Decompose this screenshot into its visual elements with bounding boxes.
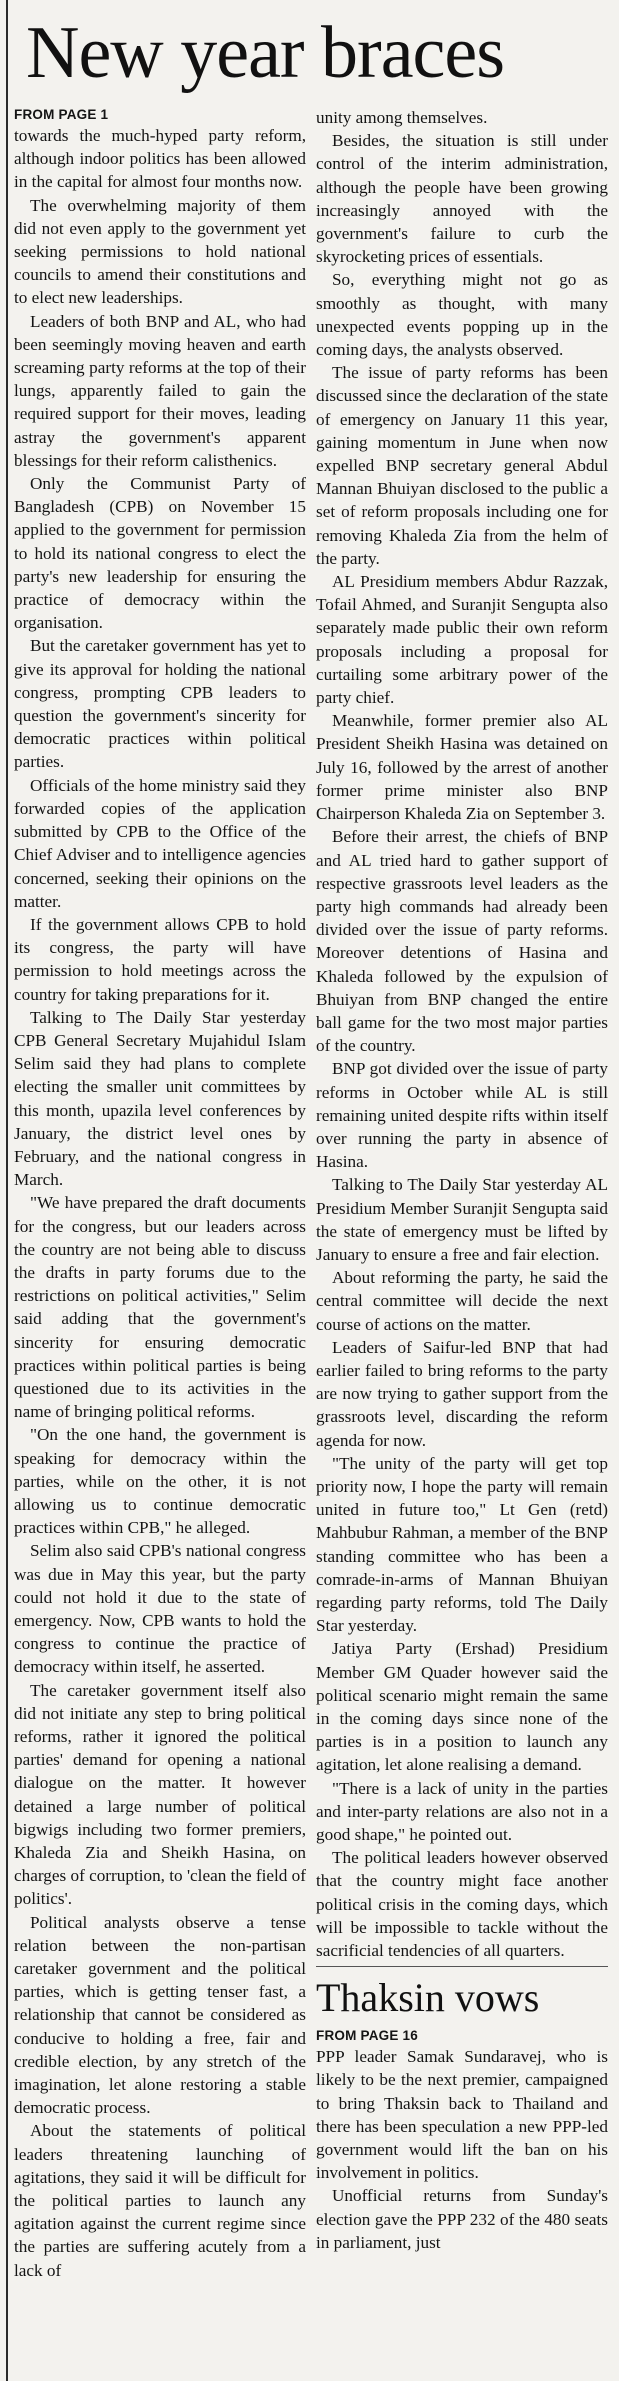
article-headline-thaksin: Thaksin vows xyxy=(316,1975,540,2021)
paragraph: About the statements of political leaders threatening launching of agitations, they said it will be difficult for the political parties to launch any agitation against the current regime since the parties are suffering acutely from a lack of xyxy=(14,2121,306,2280)
paragraph: So, everything might not go as smoothly as thought, with many unexpected events popping up in the coming days, the analysts observed. xyxy=(316,270,608,360)
paragraph: Officials of the home ministry said they forwarded copies of the application submitted by CPB to the Office of the Chief Adviser and to intelligence agencies concerned, seeking their opinions on the matter. xyxy=(14,775,306,911)
paragraph: "There is a lack of unity in the parties and inter-party relations are also not in a good shape," he pointed out. xyxy=(316,1778,608,1845)
paragraph: Political analysts observe a tense relation between the non-partisan caretaker government and the political parties, which is getting tenser fast, a relationship that cannot be considered as conducive to holding a free, fair and credible election, by any stretch of the imagination, let alone restoring a stable democratic process. xyxy=(14,1912,306,2118)
paragraph: BNP got divided over the issue of party reforms in October while AL is still remaining united despite rifts within itself over running the party in absence of Hasina. xyxy=(316,1059,608,1172)
paragraph: Talking to The Daily Star yesterday CPB General Secretary Mujahidul Islam Selim said they had plans to complete electing the smaller unit committees by this month, upazila level conferences by January, the district level ones by February, and the national congress in March. xyxy=(14,1007,306,1190)
paragraph: The overwhelming majority of them did not even apply to the government yet seeking permissions to hold national councils to amend their constitutions and to elect new leaderships. xyxy=(14,195,306,308)
paragraph: Talking to The Daily Star yesterday AL Presidium Member Suranjit Sengupta said the state of emergency must be lifted by January to ensure a free and fair election. xyxy=(316,1175,608,1264)
paragraph: The political leaders however observed that the country might face another political crisis in the coming days, which will be impossible to tackle without the sacrificial tendencies of all quarters. xyxy=(316,1848,608,1961)
article-column-right xyxy=(316,106,608,2282)
paragraph: towards the much-hyped party reform, although indoor politics has been allowed in the capital for almost four months now. xyxy=(14,126,306,192)
paragraph: Meanwhile, former premier also AL President Sheikh Hasina was detained on July 16, followed by the arrest of another former prime minister also BNP Chairperson Khaleda Zia on September 3. xyxy=(316,711,608,824)
article-columns xyxy=(14,106,609,2282)
paragraph: Only the Communist Party of Bangladesh (CPB) on November 15 applied to the government for permission to hold its national congress to elect the party's new leadership for ensuring the practice of democracy within the organisation. xyxy=(14,474,306,633)
paragraph: PPP leader Samak Sundaravej, who is likely to be the next premier, campaigned to bring Thaksin back to Thailand and there has been speculation a new PPP-led government would lift the ban on his involvement in politics. xyxy=(316,2047,608,2183)
paragraph: Jatiya Party (Ershad) Presidium Member GM Quader however said the political scenario might remain the same in the coming days since none of the parties is in a position to launch any agitation, let alone realising a demand. xyxy=(316,1639,608,1775)
headline: New year braces xyxy=(26,12,505,94)
paragraph: The caretaker government itself also did not initiate any step to bring political reforms, rather it ignored the political parties' demand for opening a national dialogue on the matter. It however detained a large number of political bigwigs including two former premiers, Khaleda Zia and Sheikh Hasina, on charges of corruption, to 'clean the field of politics'. xyxy=(14,1680,306,1909)
paragraph: "We have prepared the draft documents for the congress, but our leaders across the country are not being able to discuss the drafts in party forums due to the restrictions on political activities," Selim said adding that the government's sincerity for ensuring democratic practices within political parties is being questioned due to its activities in the name of bringing political reforms. xyxy=(14,1193,306,1422)
paragraph: Leaders of Saifur-led BNP that had earlier failed to bring reforms to the party are now trying to gather support from the grassroots level, discarding the reform agenda for now. xyxy=(316,1337,608,1450)
paragraph: unity among themselves. xyxy=(316,108,488,127)
article-column-left xyxy=(14,106,306,2282)
paragraph: About reforming the party, he said the central committee will decide the next course of actions on the matter. xyxy=(316,1268,608,1334)
paragraph: AL Presidium members Abdur Razzak, Tofail Ahmed, and Suranjit Sengupta also separately made public their own reform proposals including a proposal for curtailing some arbitrary power of the party chief. xyxy=(316,572,608,708)
paragraph: Before their arrest, the chiefs of BNP and AL tried hard to gather support of respective grassroots level leaders as the party high commands had already been divided over the issue of party reforms. Moreover detentions of Hasina and Khaleda followed by the expulsion of Bhuiyan from BNP changed the entire ball game for the two most major parties of the country. xyxy=(316,827,608,1056)
dateline: FROM PAGE 16 xyxy=(316,2028,418,2044)
paragraph: "The unity of the party will get top priority now, I hope the party will remain united in future too," Lt Gen (retd) Mahbubur Rahman, a member of the BNP standing committee who has been a comrade-in-arms of Mannan Bhuiyan regarding party reforms, told The Daily Star yesterday. xyxy=(316,1453,608,1636)
paragraph: If the government allows CPB to hold its congress, the party will have permission to hold meetings across the country for taking preparations for it. xyxy=(14,914,306,1004)
paragraph: Leaders of both BNP and AL, who had been seemingly moving heaven and earth screaming party reforms at the top of their lungs, apparently failed to gain the required support for their moves, leading astray the government's apparent blessings for their reform calisthenics. xyxy=(14,311,306,470)
paragraph: The issue of party reforms has been discussed since the declaration of the state of emergency on January 11 this year, gaining momentum in June when now expelled BNP secretary general Abdul Mannan Bhuiyan disclosed to the public a set of reform proposals including one for removing Khaleda Zia from the helm of the party. xyxy=(316,363,608,568)
dateline: FROM PAGE 1 xyxy=(14,107,109,122)
paragraph: "On the one hand, the government is speaking for democracy within the parties, while on the other, it is not allowing us to continue democratic practices within CPB," he alleged. xyxy=(14,1425,306,1538)
paragraph: Besides, the situation is still under control of the interim administration, although the people have been growing increasingly annoyed with the government's failure to curb the skyrocketing prices of essentials. xyxy=(316,131,608,267)
paragraph: Selim also said CPB's national congress was due in May this year, but the party could not hold it due to the state of emergency. Now, CPB wants to hold the congress to continue the practice of democracy within itself, he asserted. xyxy=(14,1541,306,1677)
article-divider xyxy=(316,1966,608,1967)
column-rule xyxy=(6,0,8,2381)
paragraph: But the caretaker government has yet to give its approval for holding the national congress, prompting CPB leaders to question the government's sincerity for democratic practices within political parties. xyxy=(14,636,306,772)
paragraph: Unofficial returns from Sunday's election gave the PPP 232 of the 480 seats in parliament, just xyxy=(316,2186,608,2252)
